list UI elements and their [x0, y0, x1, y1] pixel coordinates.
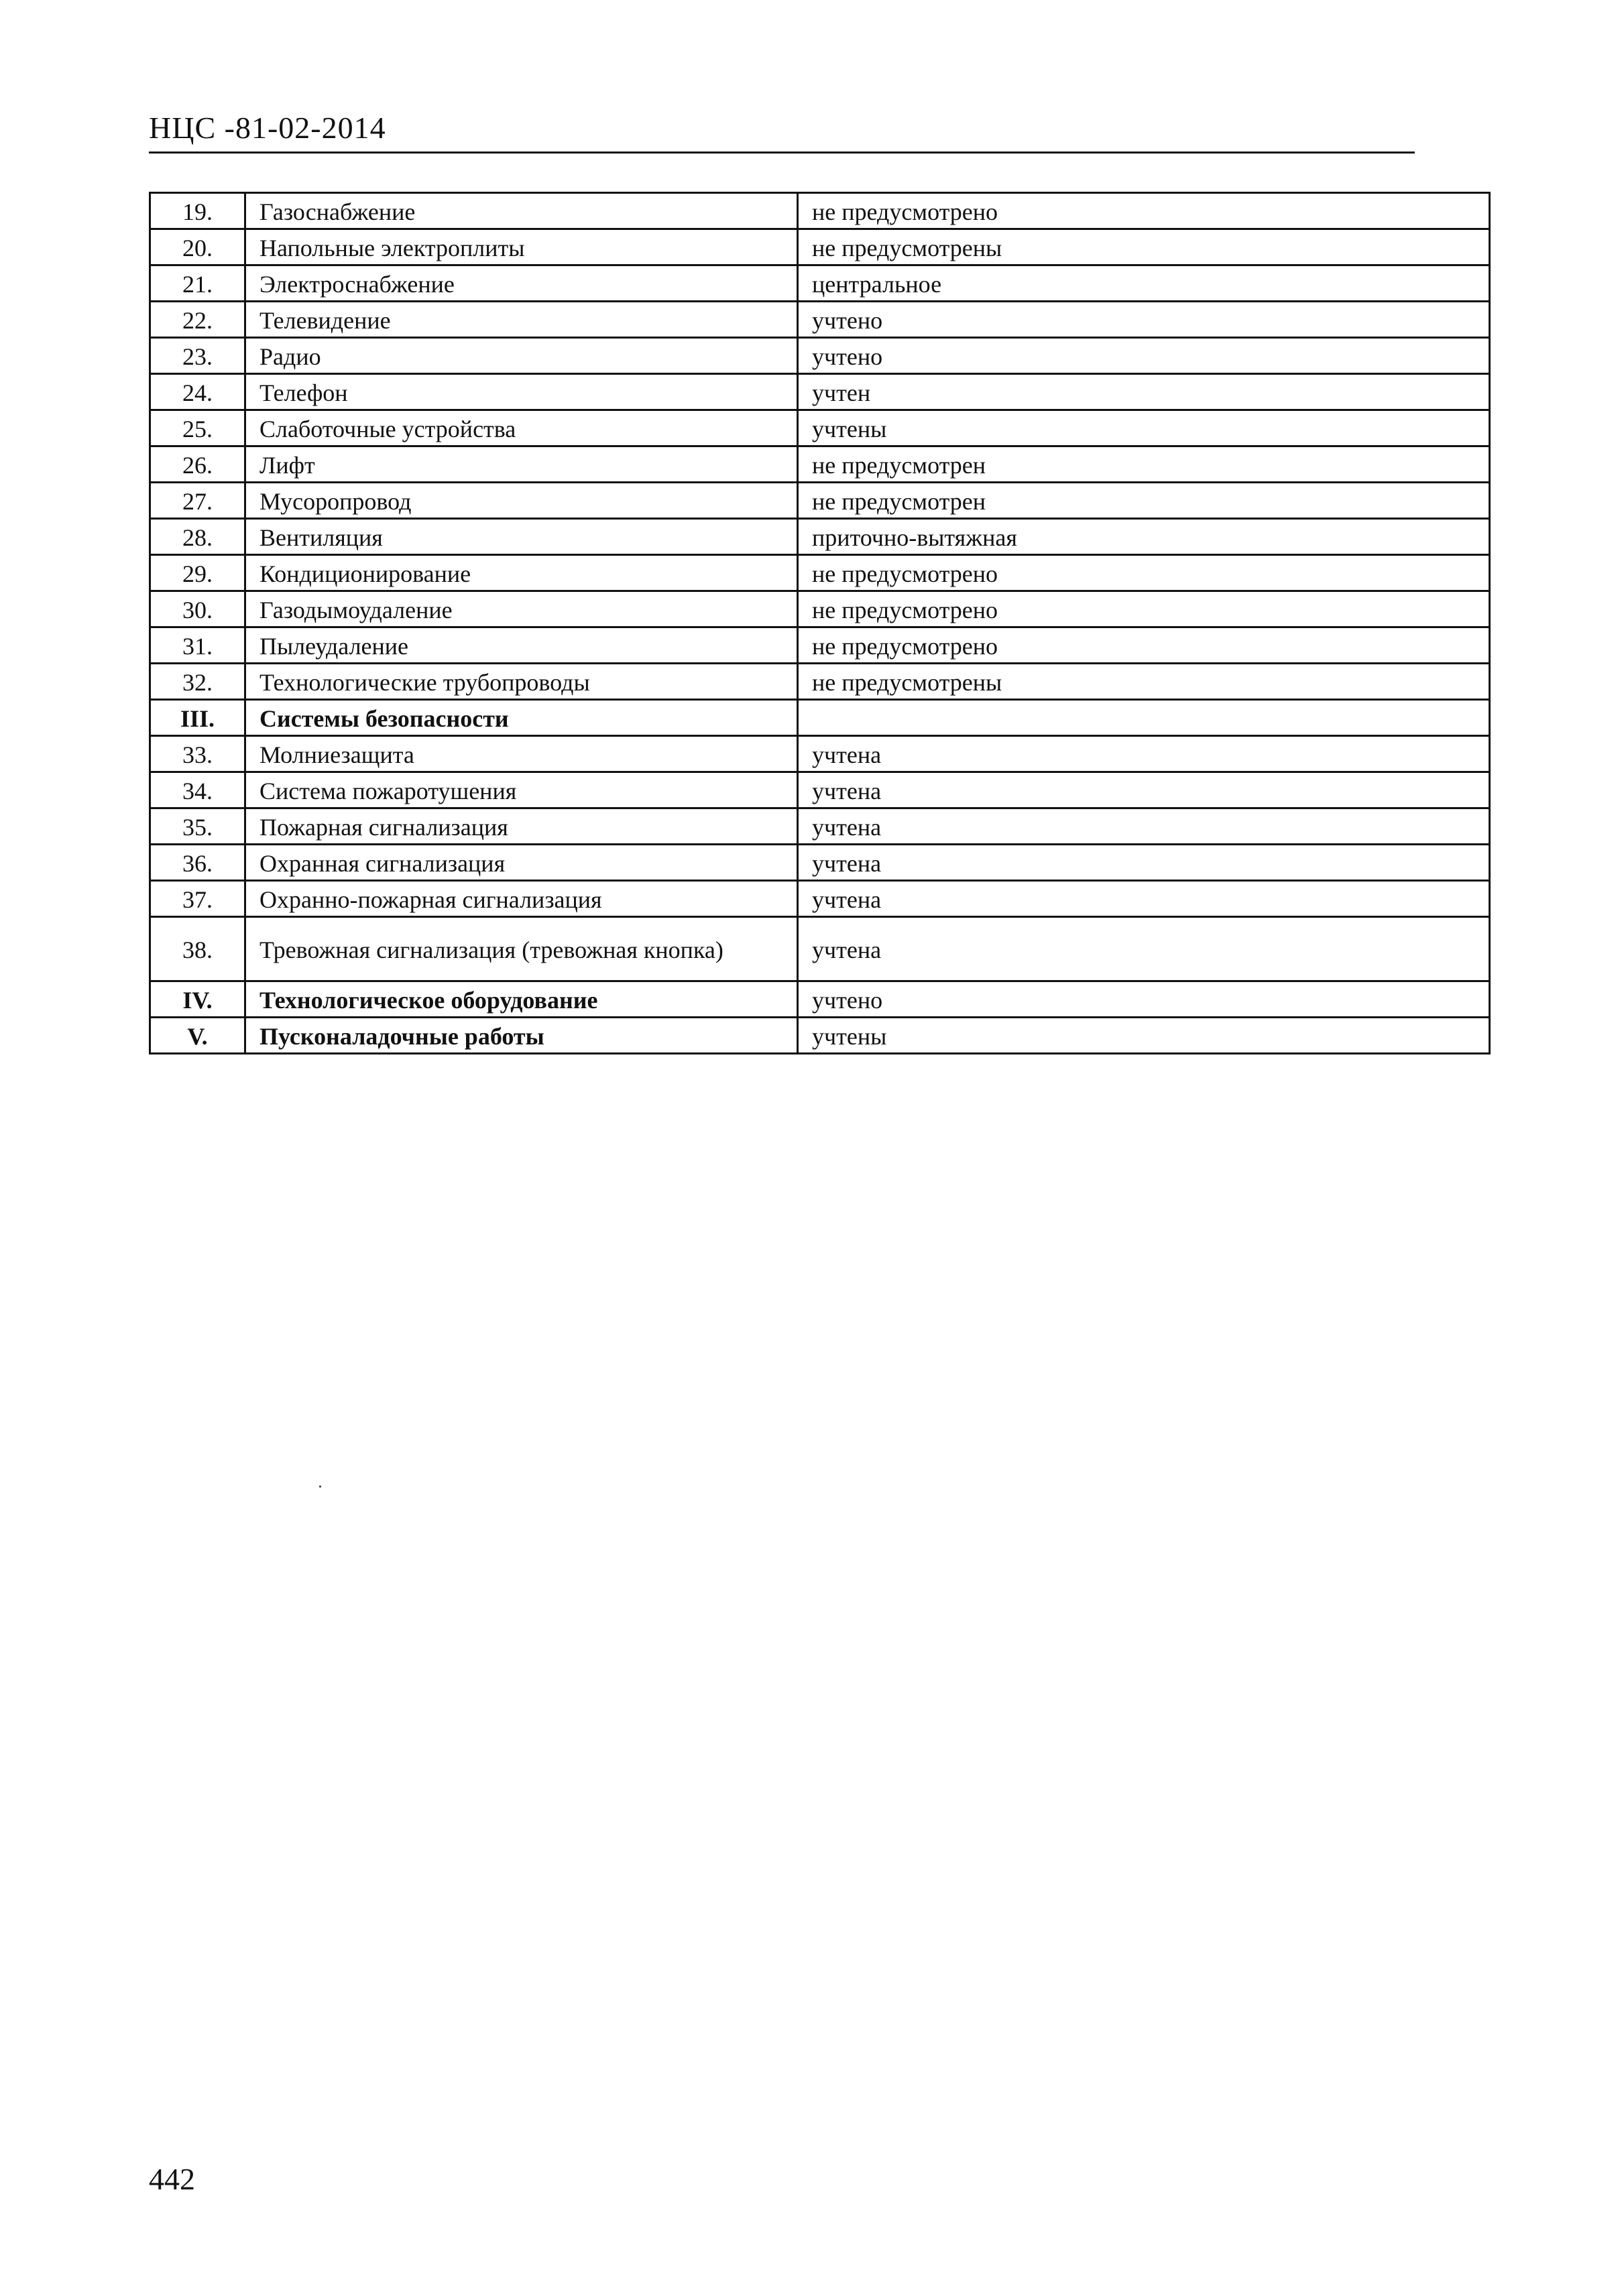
- section-row: [150, 700, 1490, 736]
- row-number: 20.: [150, 229, 245, 265]
- row-name: Газодымоудаление: [245, 591, 798, 627]
- table-row: [150, 229, 1490, 265]
- row-number: 21.: [150, 265, 245, 302]
- table-row: [150, 555, 1490, 591]
- table-row: [150, 845, 1490, 881]
- page-number: 442: [149, 2162, 195, 2196]
- row-value: учтена: [798, 917, 1490, 981]
- row-name: Система пожаротушения: [245, 772, 798, 808]
- row-name: Охранная сигнализация: [245, 845, 798, 881]
- row-name: Слаботочные устройства: [245, 410, 798, 446]
- table-row: [150, 808, 1490, 845]
- row-number: 22.: [150, 302, 245, 338]
- row-value: не предусмотрен: [798, 483, 1490, 519]
- row-value: учтен: [798, 374, 1490, 410]
- section-title: Системы безопасности: [245, 700, 798, 736]
- row-value: не предусмотрены: [798, 664, 1490, 700]
- row-number: 23.: [150, 338, 245, 374]
- section-title: Пусконаладочные работы: [245, 1018, 798, 1054]
- row-value: учтены: [798, 410, 1490, 446]
- row-number: 28.: [150, 519, 245, 555]
- table-row: [150, 374, 1490, 410]
- row-name: Охранно-пожарная сигнализация: [245, 881, 798, 917]
- row-value: учтена: [798, 881, 1490, 917]
- row-name: Радио: [245, 338, 798, 374]
- table-row: [150, 410, 1490, 446]
- table-row: [150, 627, 1490, 664]
- row-number: 24.: [150, 374, 245, 410]
- table-row: [150, 446, 1490, 483]
- row-value: приточно-вытяжная: [798, 519, 1490, 555]
- row-name: Телефон: [245, 374, 798, 410]
- header-rule: [149, 152, 1415, 154]
- row-value: не предусмотрен: [798, 446, 1490, 483]
- row-name: Газоснабжение: [245, 193, 798, 229]
- row-number: 32.: [150, 664, 245, 700]
- row-value: учтена: [798, 772, 1490, 808]
- row-name: Пожарная сигнализация: [245, 808, 798, 845]
- row-value: учтена: [798, 808, 1490, 845]
- table-row: [150, 917, 1490, 981]
- specification-table-wrapper: [149, 192, 1489, 1054]
- row-value: учтено: [798, 338, 1490, 374]
- table-row: [150, 772, 1490, 808]
- row-value: учтено: [798, 302, 1490, 338]
- table-row: [150, 265, 1490, 302]
- section-number: V.: [150, 1018, 245, 1054]
- row-value: не предусмотрено: [798, 555, 1490, 591]
- section-number: III.: [150, 700, 245, 736]
- table-row: [150, 338, 1490, 374]
- section-value: учтены: [798, 1018, 1490, 1054]
- row-value: не предусмотрено: [798, 591, 1490, 627]
- row-number: 27.: [150, 483, 245, 519]
- row-value: не предусмотрены: [798, 229, 1490, 265]
- document-code: НЦС -81-02-2014: [149, 111, 386, 145]
- table-row: [150, 664, 1490, 700]
- row-name: Тревожная сигнализация (тревожная кнопка): [245, 917, 798, 981]
- table-row: [150, 483, 1490, 519]
- table-row: [150, 736, 1490, 772]
- row-number: 25.: [150, 410, 245, 446]
- section-value: учтено: [798, 981, 1490, 1018]
- row-name: Мусоропровод: [245, 483, 798, 519]
- scan-speck: [319, 1486, 321, 1488]
- table-row: [150, 591, 1490, 627]
- row-value: не предусмотрено: [798, 627, 1490, 664]
- section-number: IV.: [150, 981, 245, 1018]
- table-row: [150, 302, 1490, 338]
- row-value: центральное: [798, 265, 1490, 302]
- row-number: 35.: [150, 808, 245, 845]
- row-name: Телевидение: [245, 302, 798, 338]
- row-name: Молниезащита: [245, 736, 798, 772]
- row-number: 37.: [150, 881, 245, 917]
- section-row: [150, 981, 1490, 1018]
- specification-table: [149, 192, 1491, 1054]
- section-title: Технологическое оборудование: [245, 981, 798, 1018]
- row-number: 33.: [150, 736, 245, 772]
- row-name: Напольные электроплиты: [245, 229, 798, 265]
- row-name: Технологические трубопроводы: [245, 664, 798, 700]
- row-value: учтена: [798, 736, 1490, 772]
- row-name: Вентиляция: [245, 519, 798, 555]
- table-row: [150, 881, 1490, 917]
- row-number: 29.: [150, 555, 245, 591]
- row-number: 34.: [150, 772, 245, 808]
- section-row: [150, 1018, 1490, 1054]
- row-name: Пылеудаление: [245, 627, 798, 664]
- row-number: 31.: [150, 627, 245, 664]
- section-value: [798, 700, 1490, 736]
- row-name: Кондиционирование: [245, 555, 798, 591]
- row-number: 19.: [150, 193, 245, 229]
- row-number: 30.: [150, 591, 245, 627]
- table-row: [150, 193, 1490, 229]
- row-value: не предусмотрено: [798, 193, 1490, 229]
- row-name: Электроснабжение: [245, 265, 798, 302]
- row-name: Лифт: [245, 446, 798, 483]
- table-row: [150, 519, 1490, 555]
- row-number: 26.: [150, 446, 245, 483]
- row-value: учтена: [798, 845, 1490, 881]
- row-number: 36.: [150, 845, 245, 881]
- row-number: 38.: [150, 917, 245, 981]
